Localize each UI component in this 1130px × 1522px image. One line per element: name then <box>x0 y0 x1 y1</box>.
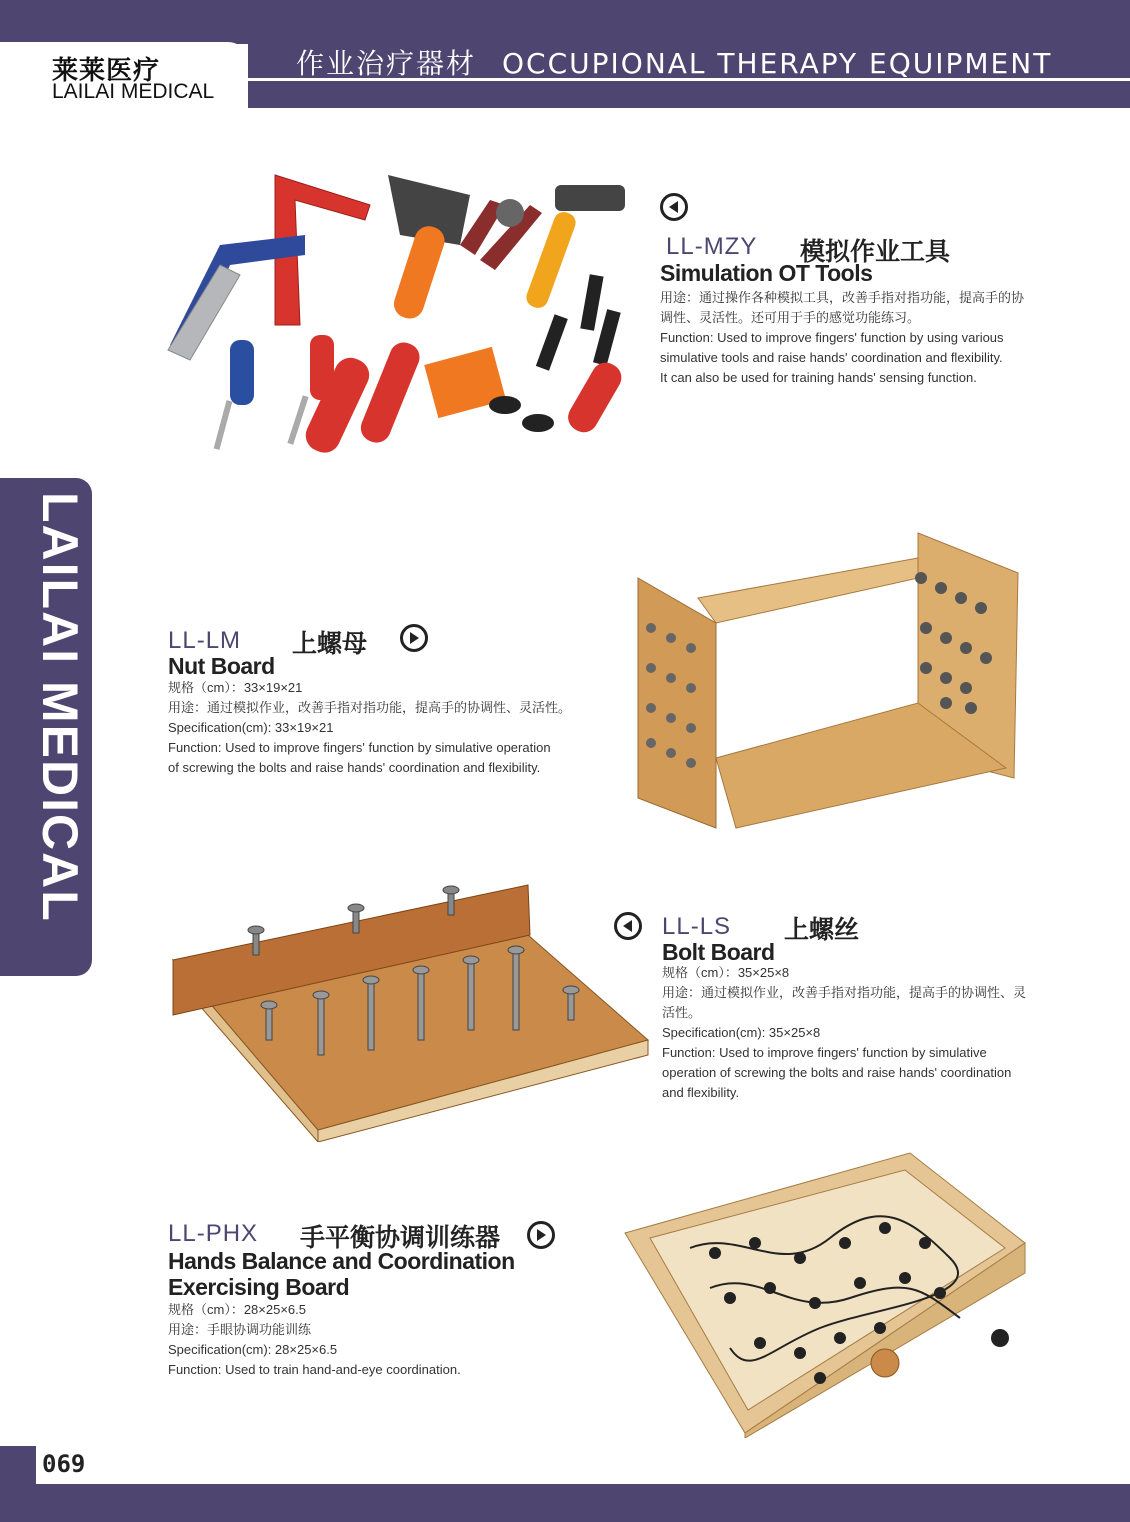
product-name-cn: 模拟作业工具 <box>800 237 951 266</box>
description-line: Function: Used to train hand-and-eye coordination. <box>168 1362 461 1377</box>
header-top-band <box>0 0 1130 44</box>
description-line: of screwing the bolts and raise hands' coordination and flexibility. <box>168 760 541 775</box>
product-code: LL-MZY <box>666 233 758 260</box>
product-name-cn: 上螺母 <box>292 629 368 658</box>
description-line: Function: Used to improve fingers' function by using various <box>660 330 1004 345</box>
right-arrow-icon[interactable] <box>527 1221 555 1249</box>
page-title-en: OCCUPIONAL THERAPY EQUIPMENT <box>502 47 1053 80</box>
product-description <box>168 1300 461 1380</box>
description-line: Function: Used to improve fingers' function by simulative <box>662 1045 987 1060</box>
bolt-board-image <box>168 880 652 1142</box>
product-name-en: Hands Balance and Coordination <box>168 1248 515 1274</box>
product-name-en: Exercising Board <box>168 1274 350 1300</box>
description-line: Function: Used to improve fingers' function by simulative operation <box>168 740 551 755</box>
right-arrow-icon[interactable] <box>400 624 428 652</box>
product-name-cn: 上螺丝 <box>784 915 860 944</box>
product-description <box>662 963 1026 1103</box>
left-arrow-icon[interactable] <box>614 912 642 940</box>
labyrinth-board-image <box>620 1148 1030 1438</box>
description-line: operation of screwing the bolts and raise hands' coordination <box>662 1065 1012 1080</box>
description-line: 调性、灵活性。还可用于手的感觉功能练习。 <box>660 310 921 325</box>
description-line: Specification(cm): 28×25×6.5 <box>168 1342 338 1357</box>
left-arrow-icon[interactable] <box>660 193 688 221</box>
description-line: It can also be used for training hands' sensing function. <box>660 370 977 385</box>
product-code: LL-PHX <box>168 1220 259 1247</box>
product-code: LL-LS <box>662 913 732 940</box>
product-name-en: Nut Board <box>168 653 275 679</box>
description-line: Specification(cm): 35×25×8 <box>662 1025 821 1040</box>
logo-chinese: 莱莱医疗 <box>52 56 161 86</box>
description-line: 规格（cm）：35×25×8 <box>662 965 790 980</box>
description-line: 规格（cm）：33×19×21 <box>168 680 303 695</box>
description-line: 用途：手眼协调功能训练 <box>168 1322 312 1337</box>
simulation-tools-image <box>160 165 640 460</box>
product-description <box>660 288 1024 388</box>
product-name-en: Bolt Board <box>662 939 775 965</box>
page-number: 069 <box>42 1450 86 1478</box>
description-line: 规格（cm）：28×25×6.5 <box>168 1302 307 1317</box>
page-title-cn: 作业治疗器材 <box>296 47 477 80</box>
description-line: 用途：通过模拟作业，改善手指对指功能，提高手的协调性、灵 <box>662 985 1027 1000</box>
description-line: simulative tools and raise hands' coordination and flexibility. <box>660 350 1003 365</box>
product-name-en: Simulation OT Tools <box>660 260 873 286</box>
description-line: 用途：通过模拟作业，改善手指对指功能，提高手的协调性、灵活性。 <box>168 700 572 715</box>
description-line: Specification(cm): 33×19×21 <box>168 720 334 735</box>
footer-bar <box>0 1484 1130 1522</box>
product-description <box>168 678 571 778</box>
product-code: LL-LM <box>168 627 242 654</box>
product-name-cn: 手平衡协调训练器 <box>300 1223 501 1252</box>
description-line: 用途：通过操作各种模拟工具，改善手指对指功能，提高手的协 <box>660 290 1025 305</box>
sidebar-brand-text: LAILAI MEDICAL <box>32 492 88 923</box>
description-line: and flexibility. <box>662 1085 740 1100</box>
footer-tab <box>0 1446 36 1486</box>
nut-board-image <box>636 528 1020 834</box>
logo-english: LAILAI MEDICAL <box>52 80 215 103</box>
description-line: 活性。 <box>662 1005 702 1020</box>
page-title <box>296 42 1052 82</box>
